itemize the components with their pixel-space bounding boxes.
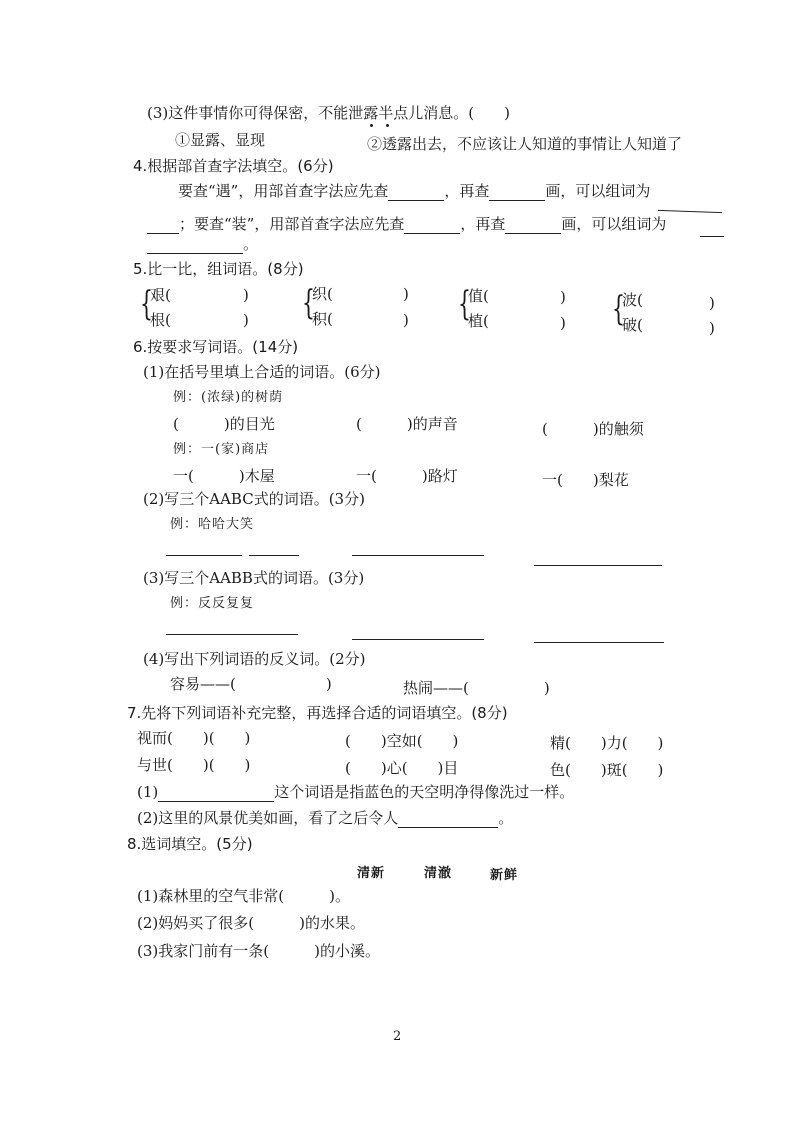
pair-2-bottom	[312, 309, 333, 329]
s7-q2-end: 。	[498, 809, 514, 827]
q3-question: (3)这件事情你可得保密，不能泄露半点儿消息。( )	[147, 104, 510, 122]
answer-blank[interactable]	[158, 787, 274, 802]
word-option-3: 新鲜	[490, 868, 519, 883]
idiom-2[interactable]: ( )空如( )	[345, 732, 459, 750]
pair-close: )	[560, 288, 566, 306]
answer-line[interactable]	[534, 565, 662, 566]
s8-question-1[interactable]: (1)森林里的空气非常( )。	[137, 887, 350, 905]
answer-line[interactable]	[166, 634, 298, 635]
answer-line[interactable]	[352, 555, 484, 556]
section-8-title: 8.选词填空。(5分)	[127, 835, 253, 853]
idiom-3[interactable]: 精( )力( )	[550, 734, 664, 752]
pair-char: 值(	[468, 287, 489, 305]
pair-2-top	[312, 284, 333, 304]
pair-brace: {	[458, 284, 471, 324]
section-7-title: 7.先将下列词语补充完整，再选择合适的词语填空。(8分)	[127, 704, 508, 722]
s8-question-2[interactable]: (2)妈妈买了很多( )的水果。	[137, 914, 365, 932]
s6-fill-4[interactable]: 一( )木屋	[173, 467, 275, 485]
emphasis-dot	[370, 124, 373, 127]
emphasis-dot	[386, 124, 389, 127]
s6-fill-2[interactable]: ( )的声音	[356, 415, 458, 433]
answer-line[interactable]	[534, 642, 664, 643]
s7-q1-num: (1)	[137, 783, 159, 801]
s4-text: ；要查“装”，用部首查字法应先查	[179, 215, 405, 233]
answer-blank[interactable]	[658, 210, 722, 213]
s6-fill-1[interactable]: ( )的目光	[173, 415, 275, 433]
s8-question-3[interactable]: (3)我家门前有一条( )的小溪。	[137, 942, 380, 960]
answer-blank[interactable]	[147, 239, 243, 254]
answer-blank[interactable]	[489, 186, 545, 201]
answer-blank[interactable]	[398, 813, 498, 828]
s4-line-2	[147, 214, 666, 234]
section-4-title: 4.根据部首查字法填空。(6分)	[133, 157, 334, 175]
pair-close: )	[243, 311, 249, 329]
pair-brace: {	[302, 283, 315, 323]
pair-1-bottom	[150, 310, 171, 330]
s6-part-1: (1)在括号里填上合适的词语。(6分)	[143, 363, 381, 381]
answer-blank[interactable]	[505, 219, 561, 234]
pair-brace: {	[140, 284, 153, 324]
word-option-2: 清澈	[424, 866, 453, 881]
s4-line-1	[178, 181, 650, 201]
idiom-1[interactable]: 视而( )( )	[137, 729, 251, 747]
pair-3-bottom	[468, 311, 489, 331]
s6-part-3: (3)写三个AABB式的词语。(3分)	[143, 569, 365, 587]
pair-char: 积(	[312, 310, 333, 328]
answer-blank[interactable]	[700, 236, 724, 237]
idiom-4[interactable]: 与世( )( )	[137, 756, 251, 774]
q3-option-1: ①显露、显现	[175, 131, 266, 149]
pair-close: )	[560, 314, 566, 332]
pair-char: 艰(	[150, 286, 171, 304]
page-number: 2	[393, 1029, 402, 1044]
answer-blank[interactable]	[404, 219, 460, 234]
s6-example-3: 例：哈哈大笑	[170, 517, 255, 532]
s6-fill-3[interactable]: ( )的触须	[542, 420, 644, 438]
s6-example-1: 例：(浓绿)的树荫	[173, 390, 284, 405]
s7-question-2	[137, 808, 513, 828]
s6-example-4: 例：反反复复	[170, 596, 255, 611]
answer-line[interactable]	[249, 555, 299, 556]
idiom-5[interactable]: ( )心( )目	[345, 759, 459, 777]
pair-4-top	[622, 290, 643, 310]
s7-q2-text: (2)这里的风景优美如画，看了之后令人	[137, 809, 399, 827]
s4-text: ，再查	[460, 215, 506, 233]
idiom-6[interactable]: 色( )斑( )	[550, 761, 664, 779]
pair-1-top	[150, 285, 171, 305]
s4-text: 画，可以组词为	[545, 182, 651, 200]
s7-q1-text: 这个词语是指蓝色的天空明净得像洗过一样。	[274, 783, 575, 801]
antonym-1[interactable]: 容易——( )	[170, 675, 332, 693]
pair-3-top	[468, 286, 489, 306]
section-6-title: 6.按要求写词语。(14分)	[133, 338, 299, 356]
s4-text: ，再查	[444, 182, 490, 200]
pair-char: 植(	[468, 312, 489, 330]
q3-option-2: ②透露出去，不应该让人知道的事情让人知道了	[367, 135, 683, 153]
s6-part-4: (4)写出下列词语的反义词。(2分)	[143, 650, 366, 668]
s4-line-3	[147, 234, 258, 254]
answer-blank[interactable]	[147, 219, 179, 234]
pair-close: )	[709, 294, 715, 312]
pair-close: )	[709, 319, 715, 337]
s6-part-2: (2)写三个AABC式的词语。(3分)	[143, 490, 365, 508]
word-option-1: 清新	[357, 866, 386, 881]
pair-char: 破(	[622, 316, 643, 334]
pair-close: )	[243, 286, 249, 304]
pair-close: )	[403, 311, 409, 329]
answer-line[interactable]	[166, 555, 242, 556]
antonym-2[interactable]: 热闹——( )	[403, 679, 550, 697]
pair-char: 根(	[150, 311, 171, 329]
pair-char: 织(	[312, 285, 333, 303]
pair-4-bottom	[622, 315, 643, 335]
s4-text: 画，可以组词为	[561, 215, 667, 233]
pair-brace: {	[612, 289, 625, 329]
s4-text: 要查“遇”，用部首查字法应先查	[178, 182, 389, 200]
answer-line[interactable]	[352, 639, 484, 640]
pair-char: 波(	[622, 291, 643, 309]
s4-text: 。	[243, 235, 259, 253]
s6-fill-5[interactable]: 一( )路灯	[356, 467, 458, 485]
s6-fill-6[interactable]: 一( )梨花	[542, 471, 629, 489]
s7-question-1	[137, 782, 574, 802]
s6-example-2: 例：一(家)商店	[173, 442, 270, 457]
pair-close: )	[403, 285, 409, 303]
answer-blank[interactable]	[388, 186, 444, 201]
section-5-title: 5.比一比，组词语。(8分)	[133, 260, 304, 278]
